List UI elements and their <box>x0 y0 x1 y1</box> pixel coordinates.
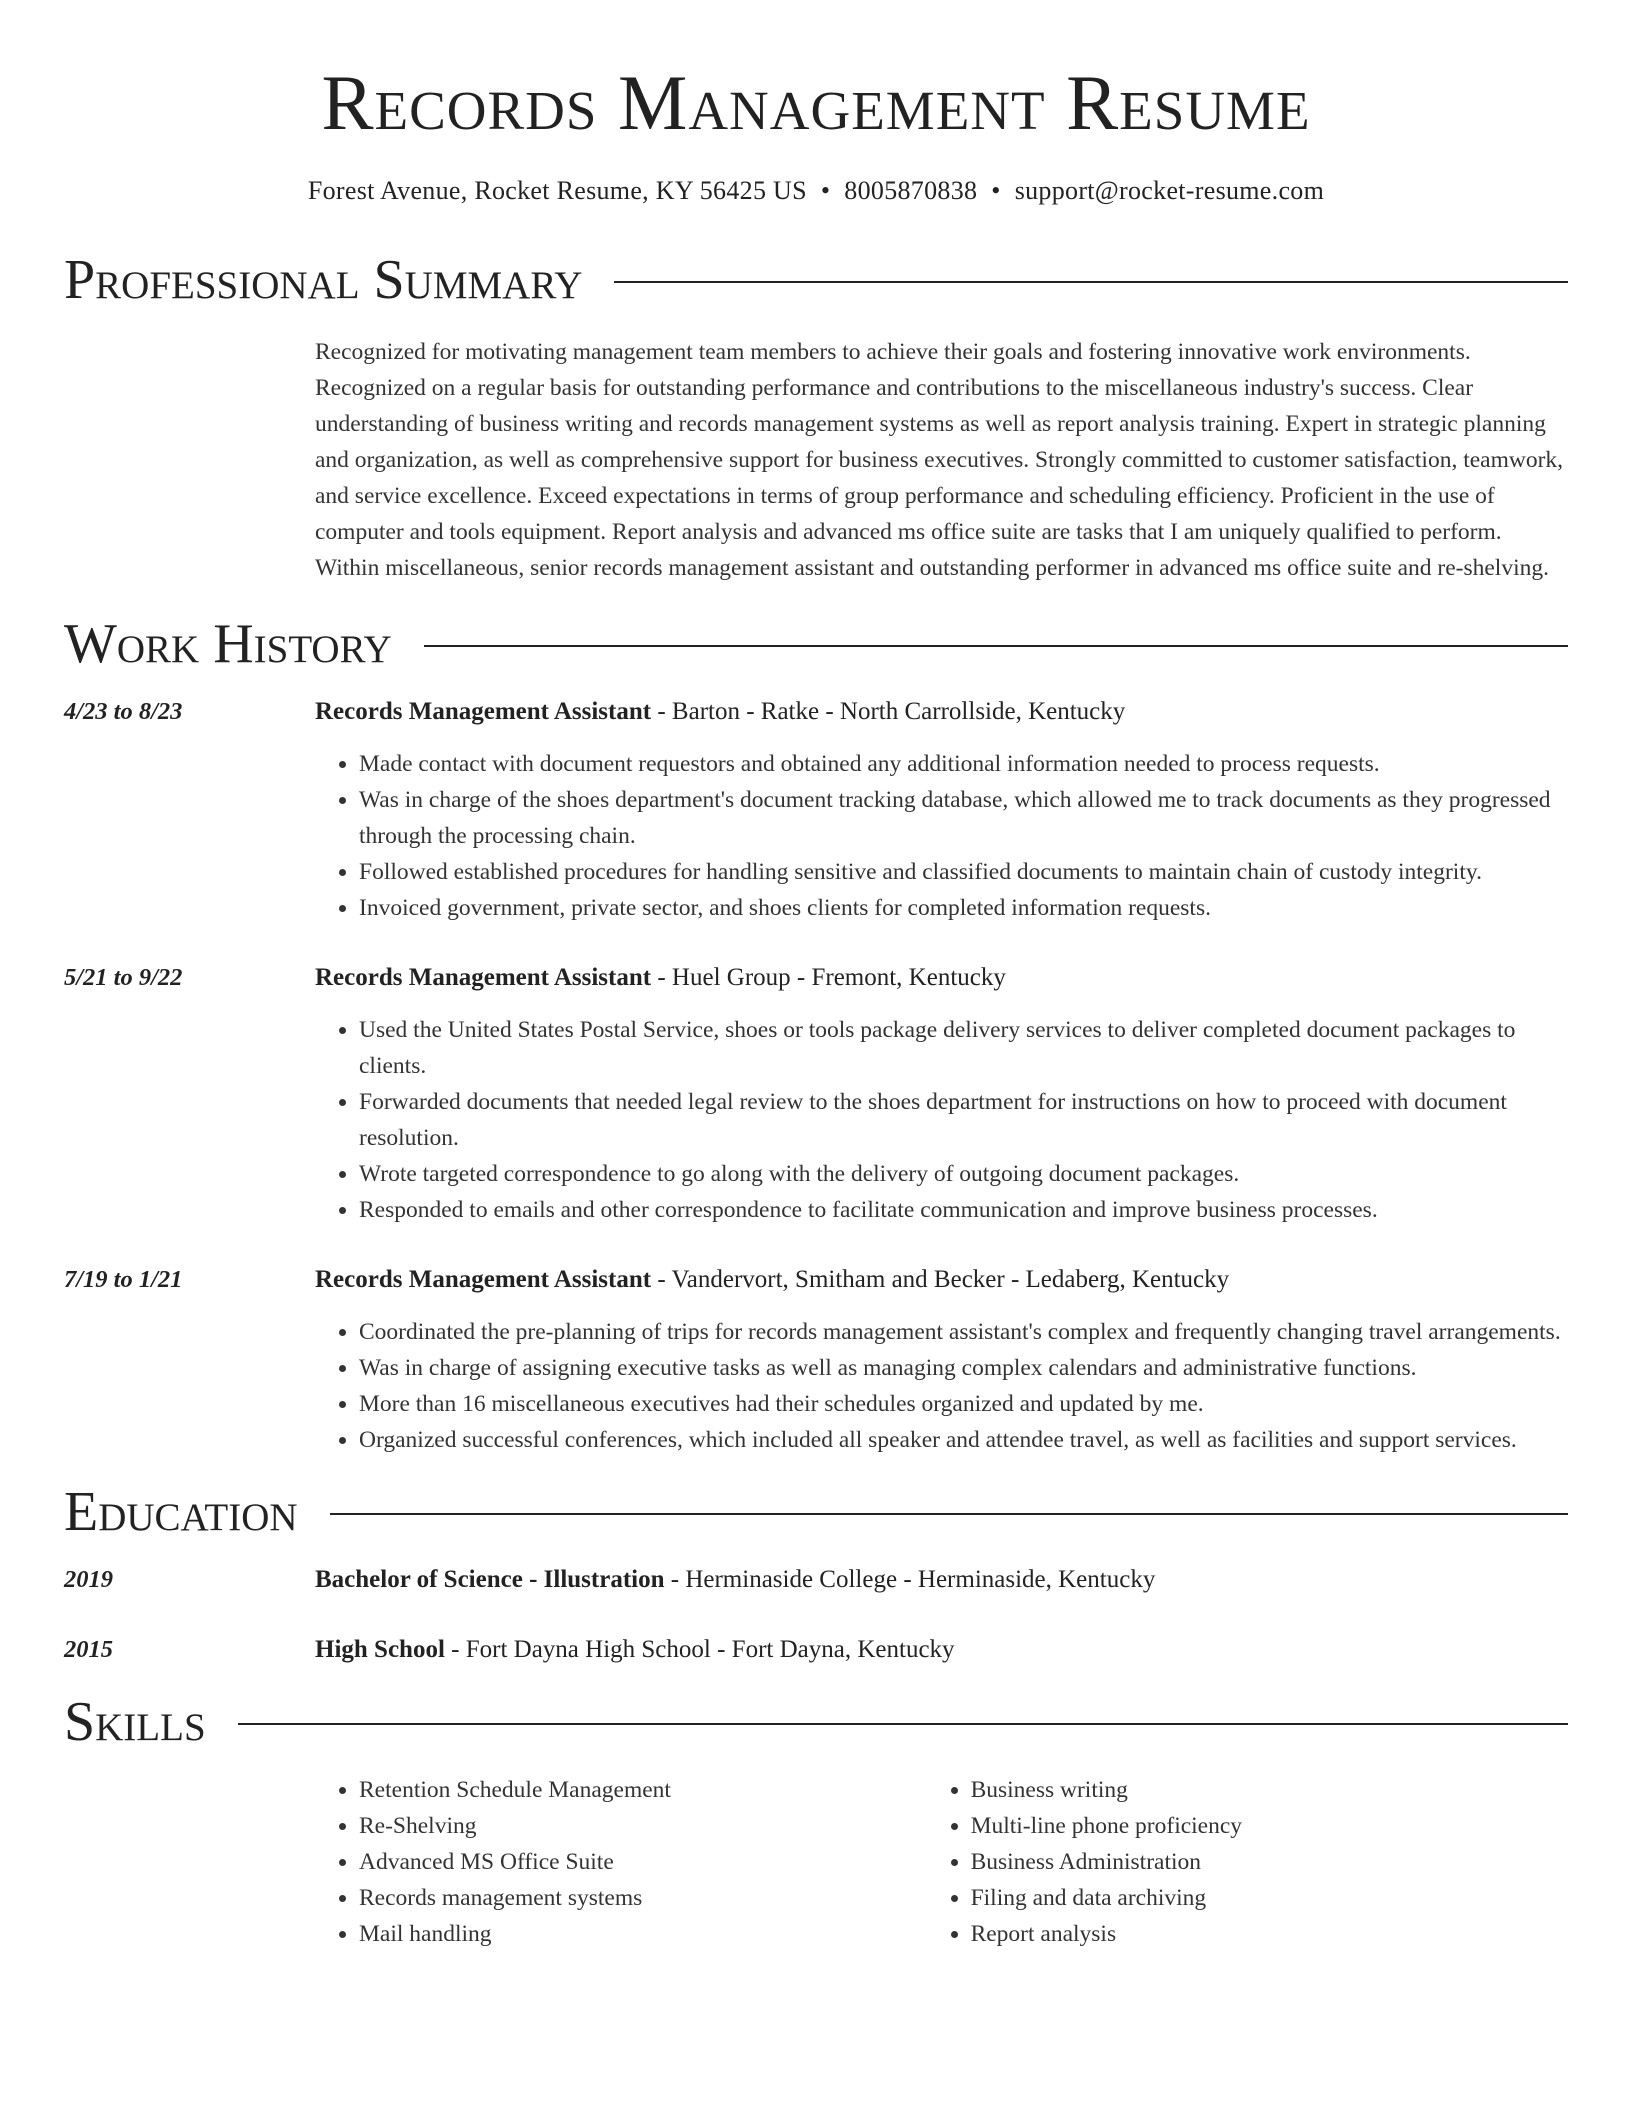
job-bullet: • Forwarded documents that needed legal review to the shoes department for instructions on how to proceed with document resolution. <box>359 1084 1568 1156</box>
job-bullet: • More than 16 miscellaneous executives had their schedules organized and updated by me. <box>359 1386 1568 1422</box>
summary-text: Recognized for motivating management team members to achieve their goals and fostering innovative work environments. Recognized on a regular basis for outstanding performance and contributions to the miscellaneous industry's success. Clear understanding of business writing and records management systems as well as report analysis training. Expert in strategic planning and organization, as well as comprehensive support for business executives. Strongly committed to customer satisfaction, teamwork, and service excellence. Exceed expectations in terms of group performance and scheduling efficiency. Proficient in the use of computer and tools equipment. Report analysis and advanced ms office suite are tasks that I am uniquely qualified to perform. Within miscellaneous, senior records management assistant and outstanding performer in advanced ms office suite and re-shelving. <box>315 339 1564 581</box>
education-entry <box>64 1632 1568 1668</box>
job-bullet: • Responded to emails and other correspondence to facilitate communication and improve business processes. <box>359 1192 1568 1228</box>
degree: High School <box>315 1636 445 1663</box>
job-bullet-list <box>315 1314 1568 1458</box>
section-divider <box>330 1513 1568 1515</box>
section-divider <box>424 645 1568 647</box>
work-history-list <box>64 694 1568 1458</box>
section-divider <box>614 281 1568 283</box>
education-entry <box>64 1562 1568 1598</box>
job-title: Records Management Assistant <box>315 698 652 725</box>
skill-item: • Retention Schedule Management <box>359 1772 927 1808</box>
education-year: 2019 <box>64 1566 113 1593</box>
work-entry-body <box>315 960 1568 1228</box>
work-entry-body <box>315 694 1568 926</box>
work-entry-heading <box>315 694 1568 730</box>
contact-line <box>64 176 1568 206</box>
skill-item: • Multi-line phone proficiency <box>971 1808 1568 1844</box>
job-bullet: • Organized successful conferences, which included all speaker and attendee travel, as well as facilities and support services. <box>359 1422 1568 1458</box>
education-entry-body <box>315 1562 1568 1598</box>
resume-title: Records Management Resume <box>321 59 1311 146</box>
skills-grid <box>315 1772 1568 1952</box>
skill-item: • Business Administration <box>971 1844 1568 1880</box>
work-dates: 7/19 to 1/21 <box>64 1266 183 1293</box>
job-bullet: • Made contact with document requestors and obtained any additional information needed to process requests. <box>359 746 1568 782</box>
work-entry <box>64 694 1568 926</box>
summary-section-header <box>64 249 1568 311</box>
skill-item: • Mail handling <box>359 1916 927 1952</box>
job-bullet: • Wrote targeted correspondence to go along with the delivery of outgoing document packages. <box>359 1156 1568 1192</box>
school-location: - Fort Dayna High School - Fort Dayna, Kentucky <box>444 1636 955 1663</box>
email: support@rocket-resume.com <box>1014 176 1325 205</box>
skill-item: • Business writing <box>971 1772 1568 1808</box>
skills-section-title: Skills <box>64 1691 206 1753</box>
education-heading <box>315 1632 1568 1668</box>
education-section-header <box>64 1481 1568 1543</box>
job-bullet: • Was in charge of assigning executive tasks as well as managing complex calendars and administrative functions. <box>359 1350 1568 1386</box>
job-employer-location: - Barton - Ratke - North Carrollside, Kentucky <box>651 698 1126 725</box>
contact-separator: • <box>820 176 831 205</box>
work-entry-body <box>315 1262 1568 1458</box>
job-employer-location: - Huel Group - Fremont, Kentucky <box>651 964 1006 991</box>
school-location: - Herminaside College - Herminaside, Kentucky <box>664 1566 1156 1593</box>
address: Forest Avenue, Rocket Resume, KY 56425 US <box>307 176 807 205</box>
work-dates: 5/21 to 9/22 <box>64 964 183 991</box>
skill-item: • Advanced MS Office Suite <box>359 1844 927 1880</box>
work-entry <box>64 1262 1568 1458</box>
education-entry-body <box>315 1632 1568 1668</box>
skills-section-header <box>64 1691 1568 1753</box>
work-entry-heading <box>315 960 1568 996</box>
skill-item: • Filing and data archiving <box>971 1880 1568 1916</box>
skill-item: • Re-Shelving <box>359 1808 927 1844</box>
job-bullet-list <box>315 746 1568 926</box>
job-bullet: • Was in charge of the shoes department's document tracking database, which allowed me to track documents as they progressed through the processing chain. <box>359 782 1568 854</box>
job-bullet: • Followed established procedures for handling sensitive and classified documents to maintain chain of custody integrity. <box>359 854 1568 890</box>
skill-item: • Report analysis <box>971 1916 1568 1952</box>
job-bullet: • Coordinated the pre-planning of trips for records management assistant's complex and frequently changing travel arrangements. <box>359 1314 1568 1350</box>
job-bullet-list <box>315 1012 1568 1228</box>
job-title: Records Management Assistant <box>315 964 652 991</box>
skill-item: • Records management systems <box>359 1880 927 1916</box>
degree: Bachelor of Science - Illustration <box>315 1566 665 1593</box>
work-section-title: Work History <box>64 613 392 675</box>
contact-separator: • <box>991 176 1001 205</box>
education-heading <box>315 1562 1568 1598</box>
skills-column-1 <box>315 1772 927 1952</box>
job-title: Records Management Assistant <box>315 1266 652 1293</box>
job-bullet: • Invoiced government, private sector, and shoes clients for completed information requests. <box>359 890 1568 926</box>
resume-page <box>64 0 1568 1952</box>
education-list <box>64 1562 1568 1668</box>
phone: 8005870838 <box>844 176 978 205</box>
work-dates: 4/23 to 8/23 <box>64 698 183 725</box>
job-employer-location: - Vandervort, Smitham and Becker - Ledaberg, Kentucky <box>651 1266 1230 1293</box>
summary-section-title: Professional Summary <box>64 249 583 311</box>
skills-column-2 <box>927 1772 1568 1952</box>
job-bullet: • Used the United States Postal Service, shoes or tools package delivery services to deliver completed document packages to clients. <box>359 1012 1568 1084</box>
education-year: 2015 <box>64 1636 113 1663</box>
work-entry <box>64 960 1568 1228</box>
work-entry-heading <box>315 1262 1568 1298</box>
education-section-title: Education <box>64 1481 298 1543</box>
work-section-header <box>64 613 1568 675</box>
section-divider <box>238 1723 1568 1725</box>
